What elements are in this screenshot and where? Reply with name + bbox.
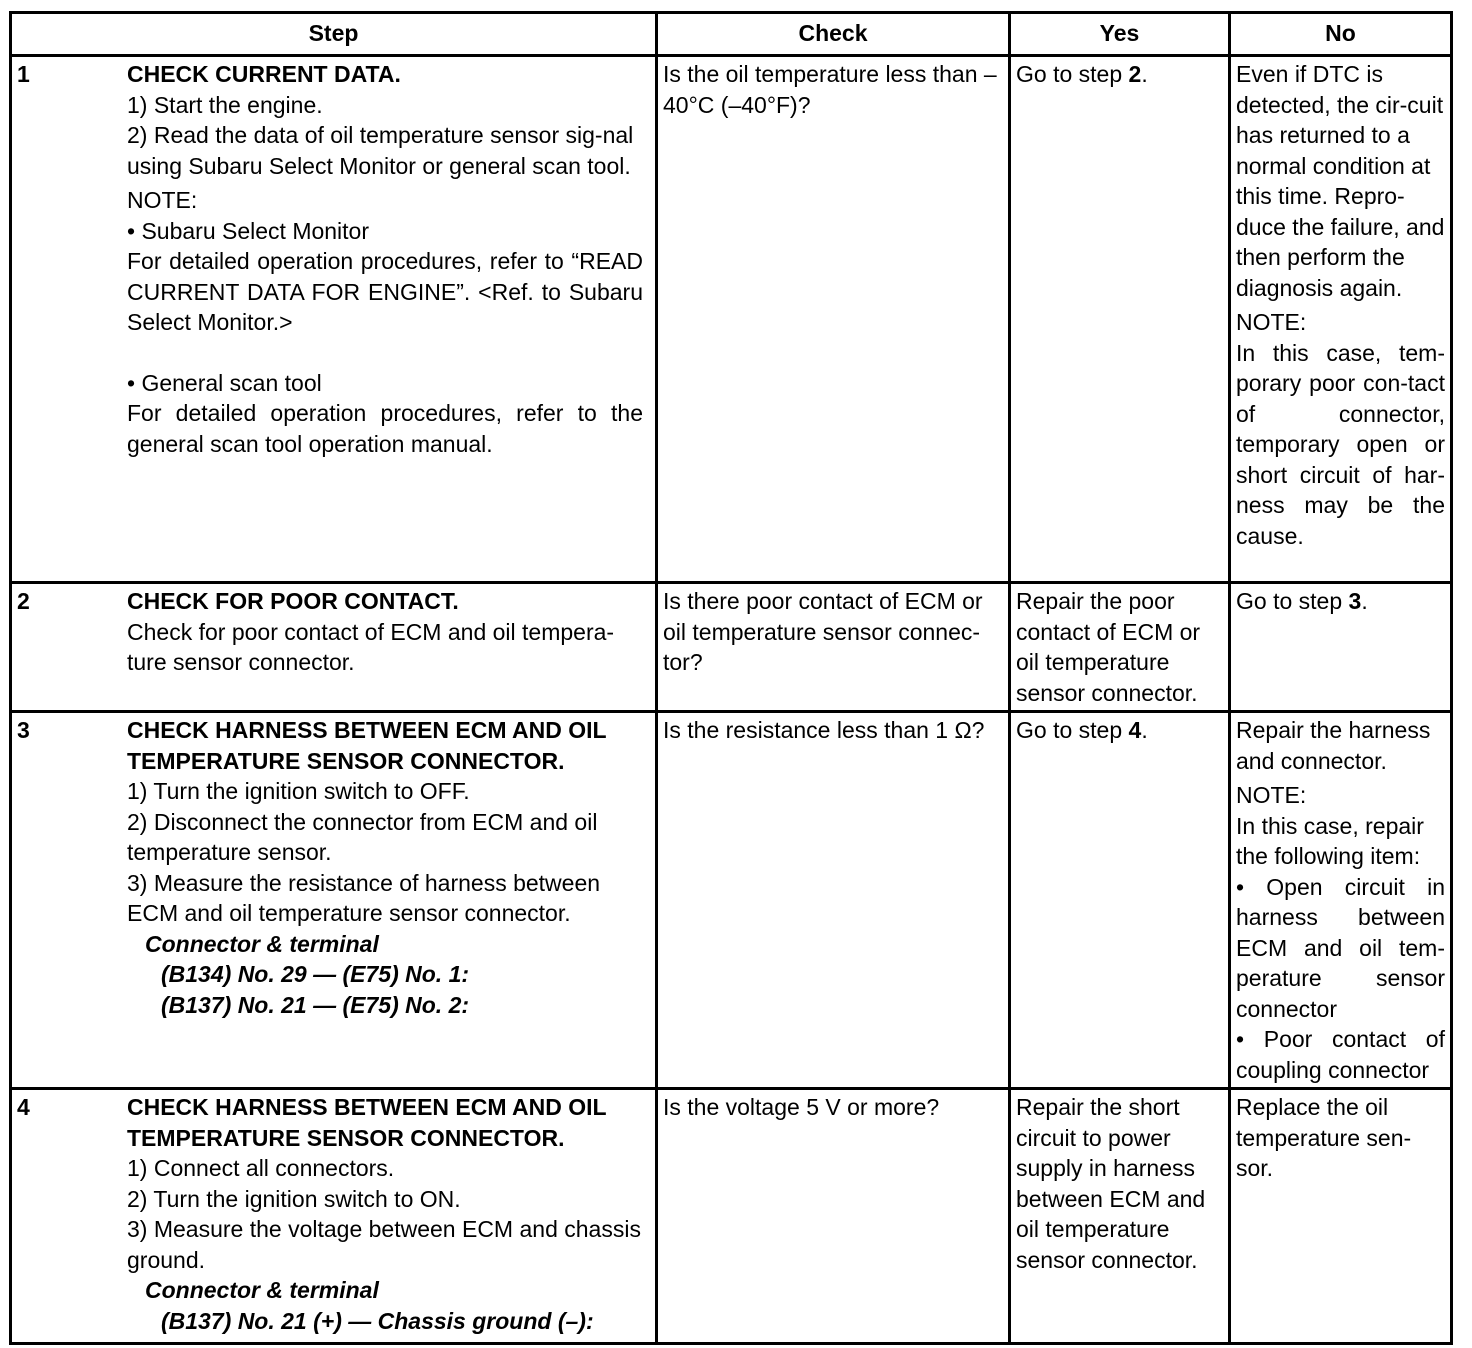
step-instruction: 1) Start the engine. [127, 91, 323, 118]
no-cell: Replace the oil temperature sen-sor. [1230, 1089, 1452, 1344]
step-instruction: 2) Disconnect the connector from ECM and oil temperature sensor. [127, 808, 598, 865]
step-cell [11, 583, 657, 712]
step-instruction: 1) Connect all connectors. [127, 1155, 395, 1181]
step-cell [11, 1089, 657, 1344]
yes-step-number: 2 [1128, 61, 1142, 87]
diagnostic-table [9, 11, 1453, 1345]
step-title: CHECK HARNESS BETWEEN ECM AND OIL TEMPERATURE SENSOR CONNECTOR. [127, 1094, 607, 1151]
step-cell [11, 56, 657, 583]
yes-cell [1010, 712, 1230, 1089]
no-note-item: • Poor contact of coupling connector [1236, 1026, 1445, 1083]
no-suffix: . [1361, 588, 1368, 614]
table-row [11, 1089, 1452, 1344]
yes-cell: Repair the poor contact of ECM or oil temperature sensor connector. [1010, 583, 1230, 712]
yes-cell: Repair the short circuit to power supply in harness between ECM and oil temperature sensor connector. [1010, 1089, 1230, 1344]
step-number: 3 [17, 717, 30, 743]
table-row [11, 583, 1452, 712]
header-yes: Yes [1010, 13, 1230, 56]
no-cell [1230, 56, 1452, 583]
no-note-label: NOTE: [1236, 309, 1307, 335]
yes-text: Go to step [1016, 61, 1129, 87]
yes-cell [1010, 56, 1230, 583]
note-label: NOTE: [127, 187, 198, 213]
step-instruction: 1) Turn the ignition switch to OFF. [127, 778, 470, 804]
no-text: Repair the harness and connector. [1236, 717, 1431, 774]
bullet-text: For detailed operation procedures, refer to the general scan tool operation manual. [127, 400, 643, 457]
step-instruction: 3) Measure the voltage between ECM and chassis ground. [127, 1216, 641, 1273]
connector-terminal: (B134) No. 29 — (E75) No. 1: [161, 961, 470, 987]
connector-terminal: (B137) No. 21 (+) — Chassis ground (–): [161, 1307, 594, 1334]
no-cell [1230, 712, 1452, 1089]
table-row [11, 712, 1452, 1089]
step-number: 4 [17, 1094, 30, 1120]
step-number: 2 [17, 588, 30, 614]
header-row [11, 13, 1452, 56]
bullet-text: For detailed operation procedures, refer to “READ CURRENT DATA FOR ENGINE”. <Ref. to Subaru Select Monitor.> [127, 248, 643, 335]
no-note-text: In this case, tem-porary poor con-tact of connector, temporary open or short circuit of har-ness may be the cause. [1236, 339, 1445, 549]
yes-step-number: 4 [1128, 717, 1142, 743]
check-cell: Is there poor contact of ECM or oil temperature sensor connec-tor? [657, 583, 1010, 712]
header-step: Step [11, 13, 657, 56]
no-note-text: In this case, repair the following item: [1236, 812, 1424, 869]
yes-suffix: . [1141, 61, 1148, 87]
step-title: CHECK CURRENT DATA. [127, 61, 401, 87]
header-no: No [1230, 13, 1452, 56]
step-body [127, 715, 643, 1020]
step-title: CHECK HARNESS BETWEEN ECM AND OIL TEMPERATURE SENSOR CONNECTOR. [127, 717, 607, 774]
header-check: Check [657, 13, 1010, 56]
check-cell: Is the voltage 5 V or more? [657, 1089, 1010, 1344]
no-note-label: NOTE: [1236, 782, 1307, 808]
bullet-item: • Subaru Select Monitor [127, 217, 370, 244]
step-body [127, 1092, 643, 1336]
step-body [127, 59, 643, 459]
step-instruction: 3) Measure the resistance of harness between ECM and oil temperature sensor connector. [127, 869, 601, 926]
step-cell [11, 712, 657, 1089]
yes-suffix: . [1141, 717, 1148, 743]
connector-label: Connector & terminal [145, 1277, 379, 1303]
connector-terminal: (B137) No. 21 — (E75) No. 2: [161, 991, 470, 1018]
bullet-item: • General scan tool [127, 369, 322, 396]
step-body [127, 586, 643, 678]
step-title: CHECK FOR POOR CONTACT. [127, 588, 459, 614]
step-instruction: 2) Turn the ignition switch to ON. [127, 1185, 461, 1212]
no-text: Go to step [1236, 588, 1349, 614]
yes-text: Go to step [1016, 717, 1129, 743]
step-number: 1 [17, 61, 30, 87]
no-step-number: 3 [1348, 588, 1362, 614]
check-cell: Is the oil temperature less than –40°C (–40°F)? [657, 56, 1010, 583]
no-cell [1230, 583, 1452, 712]
no-text: Even if DTC is detected, the cir-cuit has returned to a normal condition at this time. Repro-duce the failure, and then perform the diagnosis again. [1236, 61, 1445, 301]
table-row [11, 56, 1452, 583]
connector-label: Connector & terminal [145, 930, 379, 957]
step-instruction: Check for poor contact of ECM and oil tempera-ture sensor connector. [127, 618, 615, 675]
no-note-item: • Open circuit in harness between ECM and oil tem-perature sensor connector [1236, 873, 1445, 1022]
check-cell: Is the resistance less than 1 Ω? [657, 712, 1010, 1089]
step-instruction: 2) Read the data of oil temperature sensor sig-nal using Subaru Select Monitor or general scan tool. [127, 122, 634, 179]
